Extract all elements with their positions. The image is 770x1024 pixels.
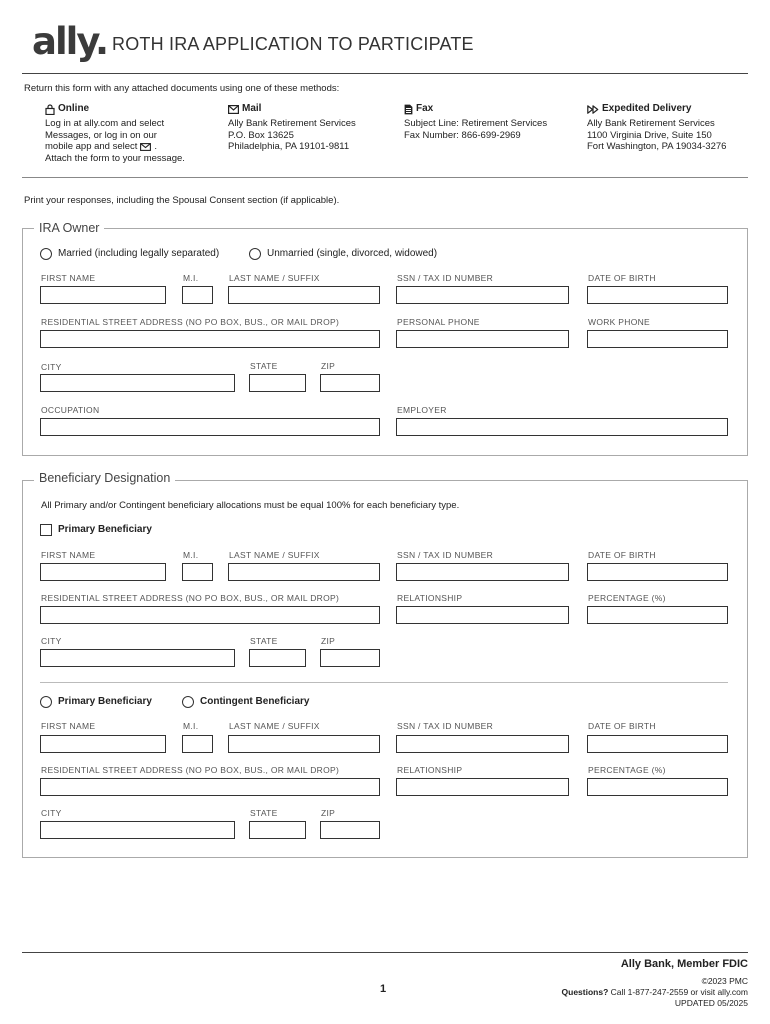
footer-questions bbox=[562, 987, 748, 998]
page-number: 1 bbox=[380, 983, 387, 995]
owner-mi-field[interactable] bbox=[182, 286, 213, 304]
owner-state-label: STATE bbox=[250, 361, 278, 371]
married-label: Married (including legally separated) bbox=[58, 248, 220, 259]
owner-mi-label: M.I. bbox=[183, 273, 199, 283]
ben1-state-label: STATE bbox=[250, 636, 278, 646]
envelope-icon bbox=[140, 143, 151, 151]
fax-line1: Subject Line: Retirement Services bbox=[404, 118, 548, 129]
contingent-beneficiary-label: Contingent Beneficiary bbox=[200, 696, 310, 707]
ben1-last-name-field[interactable] bbox=[228, 563, 380, 581]
footer-updated: UPDATED 05/2025 bbox=[674, 998, 748, 1008]
unmarried-radio[interactable] bbox=[249, 248, 261, 260]
contingent-beneficiary-option[interactable] bbox=[182, 695, 309, 709]
return-instructions: Return this form with any attached documents using one of these methods: bbox=[24, 83, 340, 94]
ben2-dob-field[interactable] bbox=[587, 735, 728, 753]
ben2-state-label: STATE bbox=[250, 808, 278, 818]
owner-employer-label: EMPLOYER bbox=[397, 405, 447, 415]
ben1-state-field[interactable] bbox=[249, 649, 306, 667]
owner-zip-field[interactable] bbox=[320, 374, 380, 392]
method-online bbox=[45, 103, 215, 164]
mail-line3: Philadelphia, PA 19101-9811 bbox=[228, 141, 350, 153]
beneficiary-divider bbox=[40, 682, 728, 683]
unmarried-option[interactable] bbox=[249, 247, 437, 261]
ben1-dob-label: DATE OF BIRTH bbox=[588, 550, 656, 560]
header-divider bbox=[22, 73, 748, 74]
ben2-state-field[interactable] bbox=[249, 821, 306, 839]
fast-forward-icon bbox=[587, 105, 599, 114]
ben2-ssn-label: SSN / TAX ID NUMBER bbox=[397, 721, 494, 731]
owner-dob-label: DATE OF BIRTH bbox=[588, 273, 656, 283]
owner-city-field[interactable] bbox=[40, 374, 235, 392]
mail-icon bbox=[228, 105, 239, 114]
ben2-relationship-label: RELATIONSHIP bbox=[397, 765, 463, 775]
ben1-percentage-label: PERCENTAGE (%) bbox=[588, 593, 666, 603]
form-title: ROTH IRA APPLICATION TO PARTICIPATE bbox=[112, 34, 474, 54]
contingent-beneficiary-radio[interactable] bbox=[182, 696, 194, 708]
online-line3: mobile app and select bbox=[45, 141, 138, 153]
owner-employer-field[interactable] bbox=[396, 418, 728, 436]
print-note: Print your responses, including the Spousal Consent section (if applicable). bbox=[24, 195, 340, 206]
ben2-zip-field[interactable] bbox=[320, 821, 380, 839]
methods-divider bbox=[22, 177, 748, 178]
married-radio[interactable] bbox=[40, 248, 52, 260]
online-line3-end: . bbox=[154, 141, 158, 153]
method-fax bbox=[404, 103, 574, 141]
owner-personal-phone-label: PERSONAL PHONE bbox=[397, 317, 480, 327]
online-line4: Attach the form to your message. bbox=[45, 152, 185, 164]
primary-beneficiary-radio[interactable] bbox=[40, 696, 52, 708]
lock-icon bbox=[45, 104, 55, 115]
fax-line2: Fax Number: 866-699-2969 bbox=[404, 129, 521, 141]
owner-occupation-field[interactable] bbox=[40, 418, 380, 436]
owner-ssn-field[interactable] bbox=[396, 286, 569, 304]
ben2-city-label: CITY bbox=[41, 808, 62, 818]
method-online-title: Online bbox=[58, 103, 90, 114]
married-option[interactable] bbox=[40, 247, 219, 261]
primary-beneficiary-2-label: Primary Beneficiary bbox=[58, 696, 152, 707]
owner-first-name-field[interactable] bbox=[40, 286, 166, 304]
owner-first-name-label: FIRST NAME bbox=[41, 273, 96, 283]
owner-occupation-label: OCCUPATION bbox=[41, 405, 100, 415]
method-mail bbox=[228, 103, 398, 153]
ben2-mi-label: M.I. bbox=[183, 721, 199, 731]
owner-dob-field[interactable] bbox=[587, 286, 728, 304]
ben1-relationship-field[interactable] bbox=[396, 606, 569, 624]
method-mail-title: Mail bbox=[242, 103, 262, 114]
owner-city-label: CITY bbox=[41, 362, 62, 372]
ben2-zip-label: ZIP bbox=[321, 808, 336, 818]
ben1-dob-field[interactable] bbox=[587, 563, 728, 581]
ben1-address-label: RESIDENTIAL STREET ADDRESS (NO PO BOX, BUS., OR MAIL DROP) bbox=[41, 593, 340, 603]
ben1-relationship-label: RELATIONSHIP bbox=[397, 593, 463, 603]
ben1-zip-field[interactable] bbox=[320, 649, 380, 667]
mail-line2: P.O. Box 13625 bbox=[228, 129, 294, 141]
owner-work-phone-field[interactable] bbox=[587, 330, 728, 348]
footer-copyright: ©2023 PMC bbox=[701, 976, 748, 986]
ben1-mi-label: M.I. bbox=[183, 550, 199, 560]
method-fax-title: Fax bbox=[416, 103, 434, 114]
expedited-line3: Fort Washington, PA 19034-3276 bbox=[587, 141, 727, 153]
ira-owner-legend: IRA Owner bbox=[34, 221, 104, 235]
mail-line1: Ally Bank Retirement Services bbox=[228, 118, 356, 129]
owner-personal-phone-field[interactable] bbox=[396, 330, 569, 348]
method-expedited-title: Expedited Delivery bbox=[602, 103, 692, 114]
ben1-address-field[interactable] bbox=[40, 606, 380, 624]
ben1-city-label: CITY bbox=[41, 636, 62, 646]
ben2-mi-field[interactable] bbox=[182, 735, 213, 753]
footer-divider bbox=[22, 952, 748, 953]
method-expedited bbox=[587, 103, 757, 153]
ben2-relationship-field[interactable] bbox=[396, 778, 569, 796]
ben1-last-name-label: LAST NAME / SUFFIX bbox=[229, 550, 320, 560]
beneficiary-note: All Primary and/or Contingent beneficiary allocations must be equal 100% for each beneficiary type. bbox=[41, 500, 460, 511]
ben2-city-field[interactable] bbox=[40, 821, 235, 839]
ben2-percentage-label: PERCENTAGE (%) bbox=[588, 765, 666, 775]
ben2-address-label: RESIDENTIAL STREET ADDRESS (NO PO BOX, BUS., OR MAIL DROP) bbox=[41, 765, 340, 775]
owner-ssn-label: SSN / TAX ID NUMBER bbox=[397, 273, 494, 283]
owner-zip-label: ZIP bbox=[321, 361, 336, 371]
footer-questions-text: Call 1-877-247-2559 or visit ally.com bbox=[610, 987, 748, 997]
ben1-percentage-field[interactable] bbox=[587, 606, 728, 624]
owner-last-name-label: LAST NAME / SUFFIX bbox=[229, 273, 320, 283]
ben1-first-name-field[interactable] bbox=[40, 563, 166, 581]
ben1-ssn-field[interactable] bbox=[396, 563, 569, 581]
ben2-last-name-label: LAST NAME / SUFFIX bbox=[229, 721, 320, 731]
beneficiary-legend: Beneficiary Designation bbox=[34, 471, 175, 485]
ben2-last-name-field[interactable] bbox=[228, 735, 380, 753]
owner-last-name-field[interactable] bbox=[228, 286, 380, 304]
ben2-first-name-field[interactable] bbox=[40, 735, 166, 753]
ben2-percentage-field[interactable] bbox=[587, 778, 728, 796]
expedited-line2: 1100 Virginia Drive, Suite 150 bbox=[587, 129, 712, 141]
footer-bank: Ally Bank, Member FDIC bbox=[620, 958, 748, 970]
owner-address-field[interactable] bbox=[40, 330, 380, 348]
ally-logo: ally. bbox=[32, 20, 108, 63]
ben1-mi-field[interactable] bbox=[182, 563, 213, 581]
unmarried-label: Unmarried (single, divorced, widowed) bbox=[267, 248, 438, 259]
owner-work-phone-label: WORK PHONE bbox=[588, 317, 651, 327]
expedited-line1: Ally Bank Retirement Services bbox=[587, 118, 715, 129]
ben2-ssn-field[interactable] bbox=[396, 735, 569, 753]
ben2-first-name-label: FIRST NAME bbox=[41, 721, 96, 731]
primary-beneficiary-2-option[interactable] bbox=[40, 695, 152, 709]
online-line1: Log in at ally.com and select bbox=[45, 118, 165, 129]
ben1-zip-label: ZIP bbox=[321, 636, 336, 646]
footer-questions-label: Questions? bbox=[561, 987, 609, 997]
ben1-ssn-label: SSN / TAX ID NUMBER bbox=[397, 550, 494, 560]
ben2-address-field[interactable] bbox=[40, 778, 380, 796]
online-line2: Messages, or log in on our bbox=[45, 129, 157, 141]
owner-address-label: RESIDENTIAL STREET ADDRESS (NO PO BOX, BUS., OR MAIL DROP) bbox=[41, 317, 340, 327]
ben1-city-field[interactable] bbox=[40, 649, 235, 667]
primary-beneficiary-checkbox[interactable] bbox=[40, 524, 52, 536]
ben2-dob-label: DATE OF BIRTH bbox=[588, 721, 656, 731]
owner-state-field[interactable] bbox=[249, 374, 306, 392]
primary-beneficiary-label: Primary Beneficiary bbox=[58, 524, 152, 535]
primary-beneficiary-1-option[interactable] bbox=[40, 523, 152, 537]
ben1-first-name-label: FIRST NAME bbox=[41, 550, 96, 560]
fax-icon bbox=[404, 104, 413, 115]
